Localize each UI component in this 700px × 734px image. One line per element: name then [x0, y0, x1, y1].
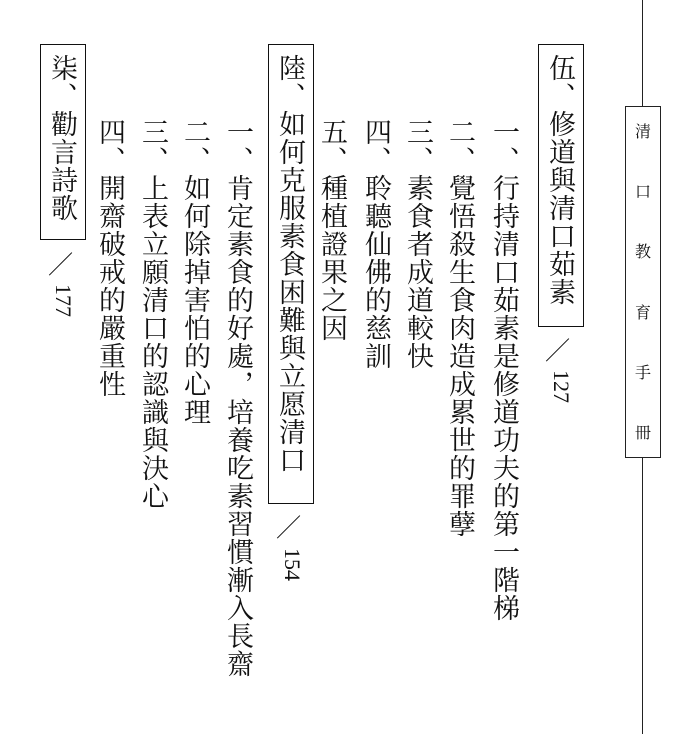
running-title-char: 教: [634, 242, 651, 262]
toc-item: 三、素食者成道較快: [402, 118, 433, 370]
toc-item: 四、開齋破戒的嚴重性: [94, 118, 125, 398]
page-separator: [49, 252, 73, 276]
toc-item: 二、覺悟殺生食肉造成累世的罪孽: [444, 118, 475, 538]
toc-item: 五、種植證果之因: [316, 118, 347, 342]
toc-item: 四、聆聽仙佛的慈訓: [360, 118, 391, 370]
toc-item: 一、行持清口茹素是修道功夫的第一階梯: [488, 118, 519, 622]
toc-item: 二、如何除掉害怕的心理: [179, 118, 210, 426]
running-title-box: [625, 106, 661, 458]
running-title-char: 手: [634, 362, 651, 382]
running-title-char: 冊: [634, 422, 651, 442]
page-number: 177: [51, 284, 76, 317]
page-separator: [546, 338, 570, 362]
running-title-char: 口: [634, 182, 651, 202]
toc-item: 一、肯定素食的好處，培養吃素習慣漸入長齋: [222, 118, 253, 678]
toc-item: 三、上表立願清口的認識與決心: [137, 118, 168, 510]
page-number: 127: [549, 370, 574, 403]
running-title-char: 育: [634, 302, 651, 322]
page-separator: [277, 515, 301, 539]
running-title-char: 清: [634, 122, 651, 141]
page-number: 154: [280, 548, 305, 581]
section-heading: 伍、修道與清口茹素: [544, 54, 575, 306]
section-heading: 陸、如何克服素食困難與立愿清口: [274, 54, 305, 474]
section-heading: 柒、勸言詩歌: [46, 54, 77, 222]
